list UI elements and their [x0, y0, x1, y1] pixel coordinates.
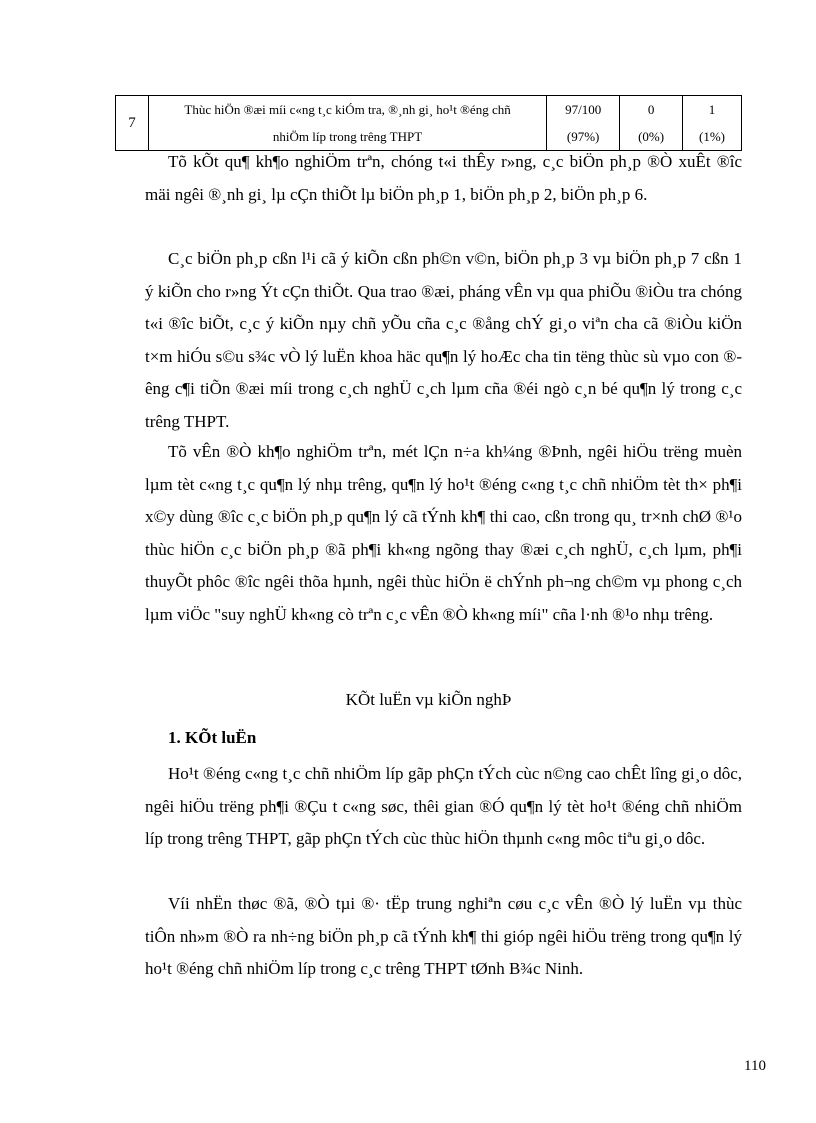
row-number: 7	[116, 96, 149, 151]
paragraph-principal: Tõ vÊn ®Ò kh¶o nghiÖm trªn, mét lÇn n÷a kh¼ng ®Þnh, ngêi hiÖu trëng muèn lµm tèt c«ng t¸c qu¶n lý nhµ trêng, qu¶n lý ho¹t ®éng c«ng t¸c chñ nhiÖm tèt th× ph¶i x©y dùng ®îc c¸c biÖn ph¸p qu¶n lý cã tÝnh kh¶ thi cao, cßn trong qu¸ tr×nh chØ ®¹o thùc hiÖn c¸c biÖn ph¸p ®ã ph¶i kh«ng ngõng thay ®æi c¸ch nghÜ, c¸ch lµm, ph¶i thuyÕt phôc ®îc ngêi thõa hµnh, ngêi thùc hiÖn ë chÝnh ph¬ng ch©m vµ phong c¸ch lµm viÖc "suy nghÜ kh«ng cò trªn c¸c vÊn ®Ò kh«ng míi" cña l·nh ®¹o nhµ trêng.	[145, 442, 742, 624]
col-a-cell	[547, 96, 620, 151]
row-description	[148, 96, 546, 151]
table-row	[116, 96, 742, 151]
col-b-percent: (0%)	[638, 129, 665, 144]
paragraph-conclusion-1: Ho¹t ®éng c«ng t¸c chñ nhiÖm líp gãp phÇn tÝch cùc n©ng cao chÊt lîng gi¸o dôc, ngêi hiÖu trëng ph¶i ®Çu t c«ng søc, thêi gian ®Ó qu¶n lý tèt ho¹t ®éng chñ nhiÖm líp trong trêng THPT, gãp phÇn tÝch cùc thùc hiÖn thµnh c«ng môc tiªu gi¸o dôc.	[145, 764, 742, 848]
results-table	[115, 95, 742, 151]
paragraph-survey-result: Tõ kÕt qu¶ kh¶o nghiÖm trªn, chóng t«i thÊy r»ng, c¸c biÖn ph¸p ®Ò xuÊt ®îc mäi ngêi ®¸nh gi¸ lµ cÇn thiÕt lµ biÖn ph¸p 1, biÖn ph¸p 2, biÖn ph¸p 6.	[145, 152, 742, 204]
col-a-count: 97/100	[565, 102, 602, 117]
row-description-line-2: nhiÖm líp trong trêng THPT	[272, 129, 423, 144]
col-b-count: 0	[647, 102, 655, 117]
col-c-percent: (1%)	[699, 129, 726, 144]
col-c-cell	[683, 96, 742, 151]
row-description-line-1: Thùc hiÖn ®æi míi c«ng t¸c kiÓm tra, ®¸nh gi¸ ho¹t ®éng chñ	[184, 102, 511, 117]
col-a-percent: (97%)	[566, 129, 600, 144]
col-b-cell	[620, 96, 683, 151]
conclusion-title: KÕt luËn vµ kiÕn nghÞ	[345, 690, 512, 709]
paragraph-conclusion-2: Víi nhËn thøc ®ã, ®Ò tµi ®· tËp trung nghiªn cøu c¸c vÊn ®Ò lý luËn vµ thùc tiÔn nh»m ®Ò ra nh÷ng biÖn ph¸p cã tÝnh kh¶ thi gióp ngêi hiÖu trëng trong qu¶n lý ho¹t ®éng chñ nhiÖm líp trong c¸c trêng THPT tØnh B¾c Ninh.	[145, 894, 742, 978]
col-c-count: 1	[708, 102, 716, 117]
paragraph-opinions: C¸c biÖn ph¸p cßn l¹i cã ý kiÕn cßn ph©n v©n, biÖn ph¸p 3 vµ biÖn ph¸p 7 cßn 1 ý kiÕn cho r»ng Ýt cÇn thiÕt. Qua trao ®æi, pháng vÊn vµ qua phiÕu ®iÒu tra chóng t«i ®îc biÕt, c¸c ý kiÕn nµy chñ yÕu cña c¸c ®ång chÝ gi¸o viªn cha cã ®iÒu kiÖn t×m hiÓu s©u s¾c vÒ lý luËn khoa häc qu¶n lý hoÆc cha tin tëng thùc sù vµo con ®êng c¶i tiÕn ®æi míi trong c¸ch nghÜ c¸ch lµm cña ®éi ngò c¸n bé qu¶n lý trong c¸c trêng THPT.	[145, 249, 742, 431]
section-heading: 1. KÕt luËn	[168, 728, 257, 747]
page-number: 110	[744, 1058, 766, 1074]
